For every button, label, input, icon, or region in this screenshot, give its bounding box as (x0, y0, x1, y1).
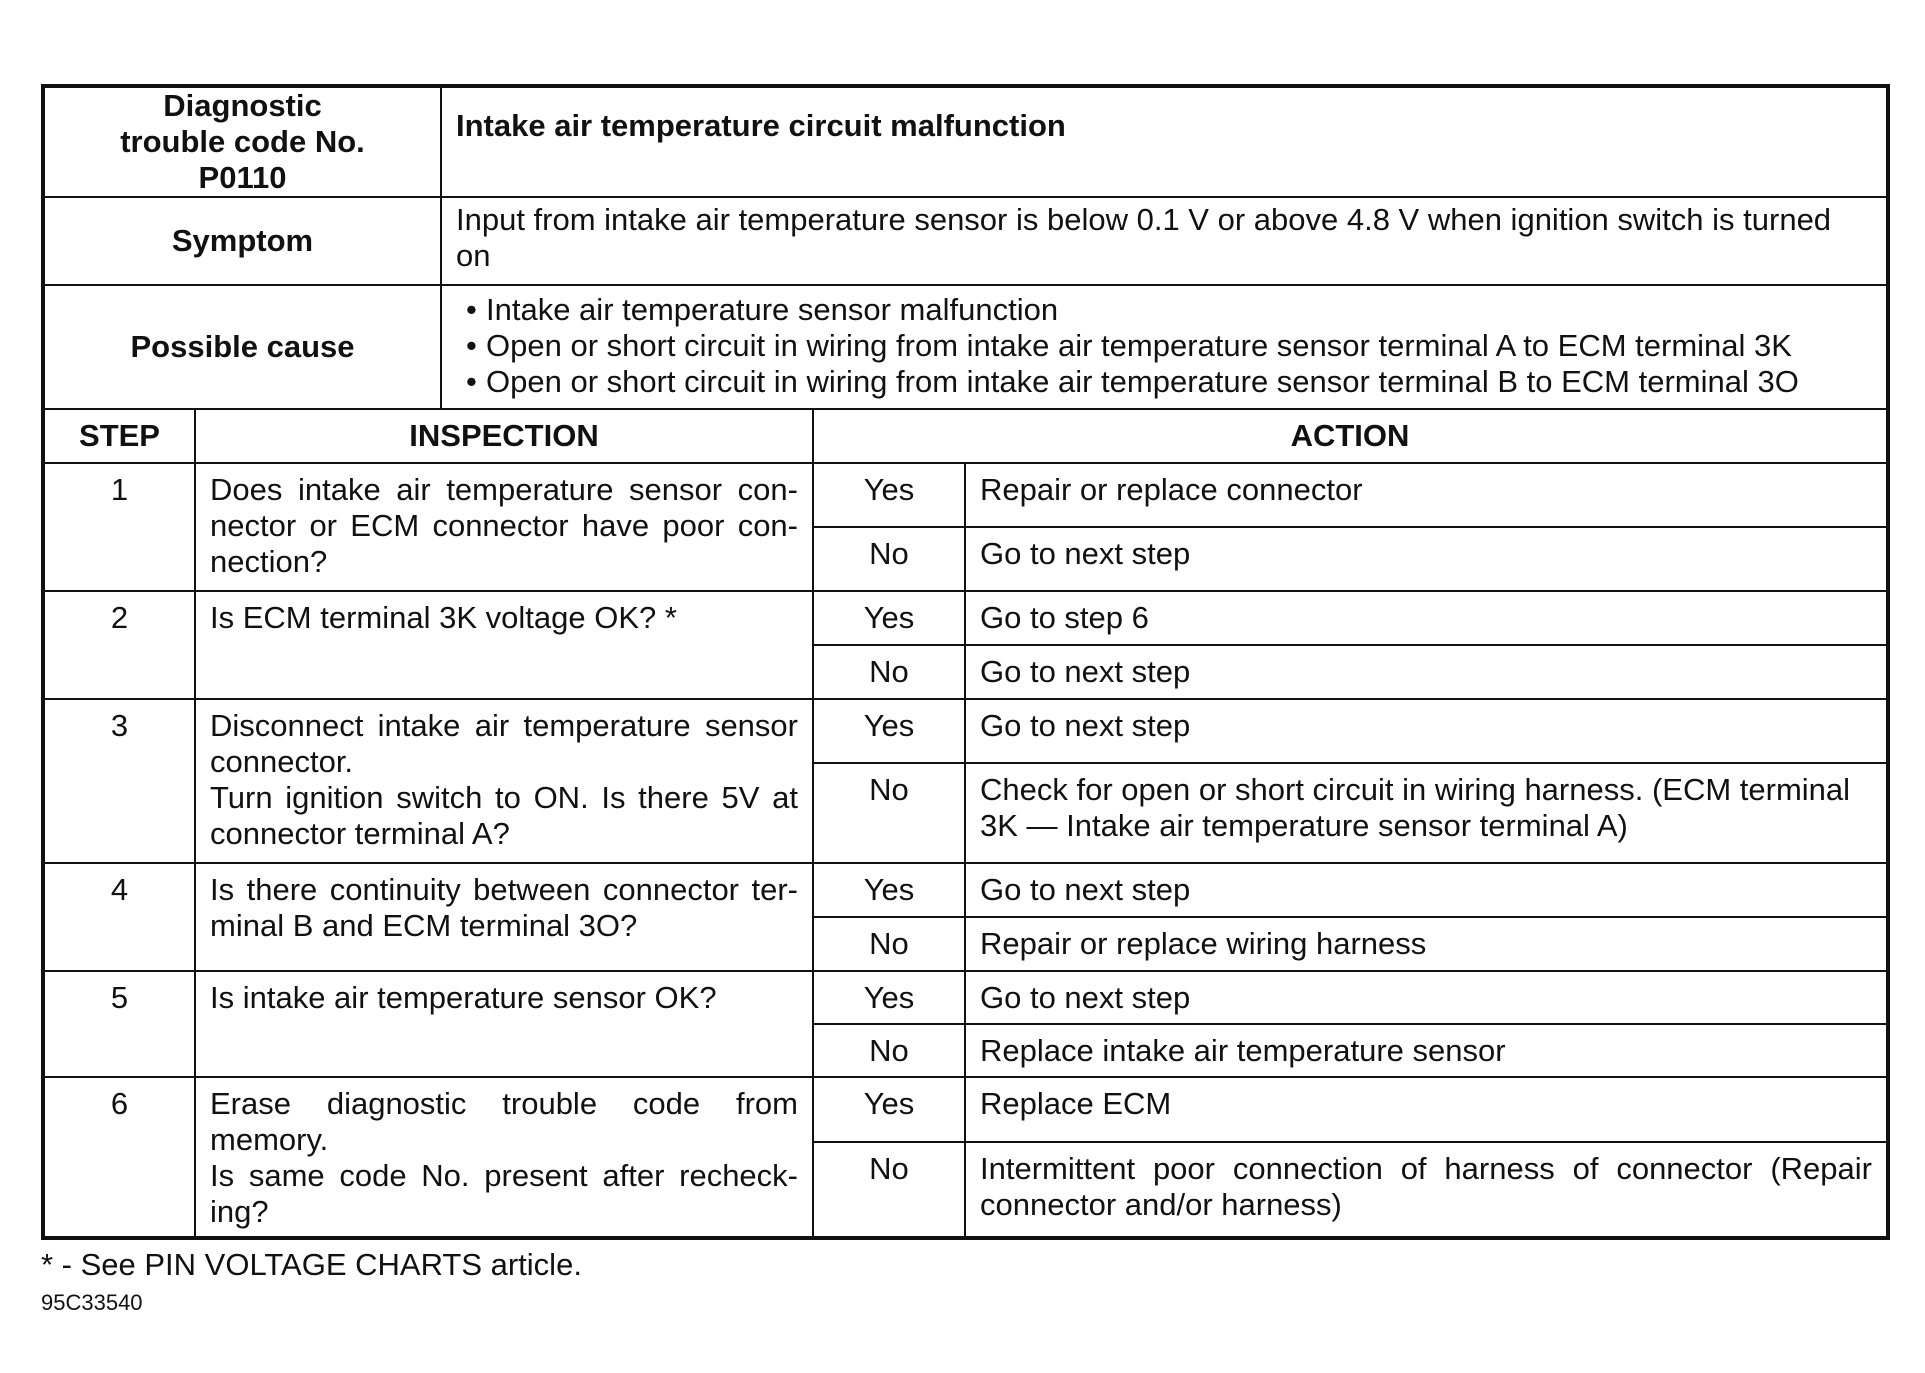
step-inspection: Is there continuity between connector ter-minal B and ECM terminal 3O? (195, 863, 813, 971)
footnote: * - See PIN VOLTAGE CHARTS article. (41, 1247, 582, 1282)
yes-action: Repair or replace connector (965, 463, 1888, 527)
no-label: No (813, 763, 965, 863)
no-label: No (813, 917, 965, 971)
step-number: 6 (43, 1077, 195, 1238)
step-number: 3 (43, 699, 195, 863)
cause-cell (441, 285, 1888, 409)
symptom-text: Input from intake air temperature sensor is below 0.1 V or above 4.8 V when ignition switch is turned on (441, 197, 1888, 285)
step-2-yes-row (43, 591, 1888, 645)
yes-label: Yes (813, 1077, 965, 1142)
symptom-label: Symptom (43, 197, 441, 285)
step-number: 5 (43, 971, 195, 1077)
yes-action: Go to step 6 (965, 591, 1888, 645)
yes-label: Yes (813, 463, 965, 527)
cause-label: Possible cause (43, 285, 441, 409)
step-column-header: STEP (43, 409, 195, 463)
yes-action: Replace ECM (965, 1077, 1888, 1142)
step-1-yes-row (43, 463, 1888, 527)
step-4-yes-row (43, 863, 1888, 917)
figure-code: 95C33540 (41, 1290, 143, 1315)
step-inspection-line: Erase diagnostic trouble code from memory. (210, 1086, 798, 1157)
step-inspection-line: Is same code No. present after recheck-ing? (210, 1158, 798, 1229)
step-inspection (195, 699, 813, 863)
dtc-title: Intake air temperature circuit malfunction (456, 108, 1066, 143)
no-action: Go to next step (965, 645, 1888, 699)
no-action: Go to next step (965, 527, 1888, 591)
diagnostic-table (41, 84, 1890, 1240)
step-inspection-line: Disconnect intake air temperature sensor connector. (210, 708, 798, 779)
yes-action: Go to next step (965, 971, 1888, 1024)
action-column-header: ACTION (813, 409, 1888, 463)
cause-item: • Intake air temperature sensor malfunction (456, 292, 1872, 328)
inspection-column-header: INSPECTION (195, 409, 813, 463)
step-number: 1 (43, 463, 195, 591)
yes-label: Yes (813, 591, 965, 645)
step-5-yes-row (43, 971, 1888, 1024)
dtc-label-text: Diagnostic trouble code No. P0110 (120, 88, 365, 195)
no-action: Replace intake air temperature sensor (965, 1024, 1888, 1077)
step-number: 4 (43, 863, 195, 971)
dtc-label (43, 86, 441, 197)
step-inspection: Does intake air temperature sensor con-nector or ECM connector have poor con-nection? (195, 463, 813, 591)
step-inspection: Is ECM terminal 3K voltage OK? * (195, 591, 813, 699)
yes-label: Yes (813, 863, 965, 917)
no-label: No (813, 645, 965, 699)
step-6-yes-row (43, 1077, 1888, 1142)
symptom-row (43, 197, 1888, 285)
no-label: No (813, 527, 965, 591)
step-number: 2 (43, 591, 195, 699)
cause-item: • Open or short circuit in wiring from intake air temperature sensor terminal A to ECM terminal 3K (456, 328, 1872, 364)
step-inspection: Is intake air temperature sensor OK? (195, 971, 813, 1077)
cause-item: • Open or short circuit in wiring from intake air temperature sensor terminal B to ECM terminal 3O (456, 364, 1872, 400)
no-action: Intermittent poor connection of harness of connector (Repair connector and/or harness) (965, 1142, 1888, 1238)
column-header-row (43, 409, 1888, 463)
step-3-yes-row (43, 699, 1888, 763)
step-inspection (195, 1077, 813, 1238)
yes-label: Yes (813, 699, 965, 763)
no-label: No (813, 1024, 965, 1077)
yes-action: Go to next step (965, 699, 1888, 763)
yes-label: Yes (813, 971, 965, 1024)
cause-row (43, 285, 1888, 409)
dtc-row (43, 86, 1888, 197)
no-action: Check for open or short circuit in wiring harness. (ECM terminal 3K — Intake air temperature sensor terminal A) (965, 763, 1888, 863)
no-label: No (813, 1142, 965, 1238)
dtc-title-cell (441, 86, 1888, 197)
no-action: Repair or replace wiring harness (965, 917, 1888, 971)
cause-list (456, 292, 1872, 400)
step-inspection-line: Turn ignition switch to ON. Is there 5V at connector terminal A? (210, 780, 798, 851)
yes-action: Go to next step (965, 863, 1888, 917)
